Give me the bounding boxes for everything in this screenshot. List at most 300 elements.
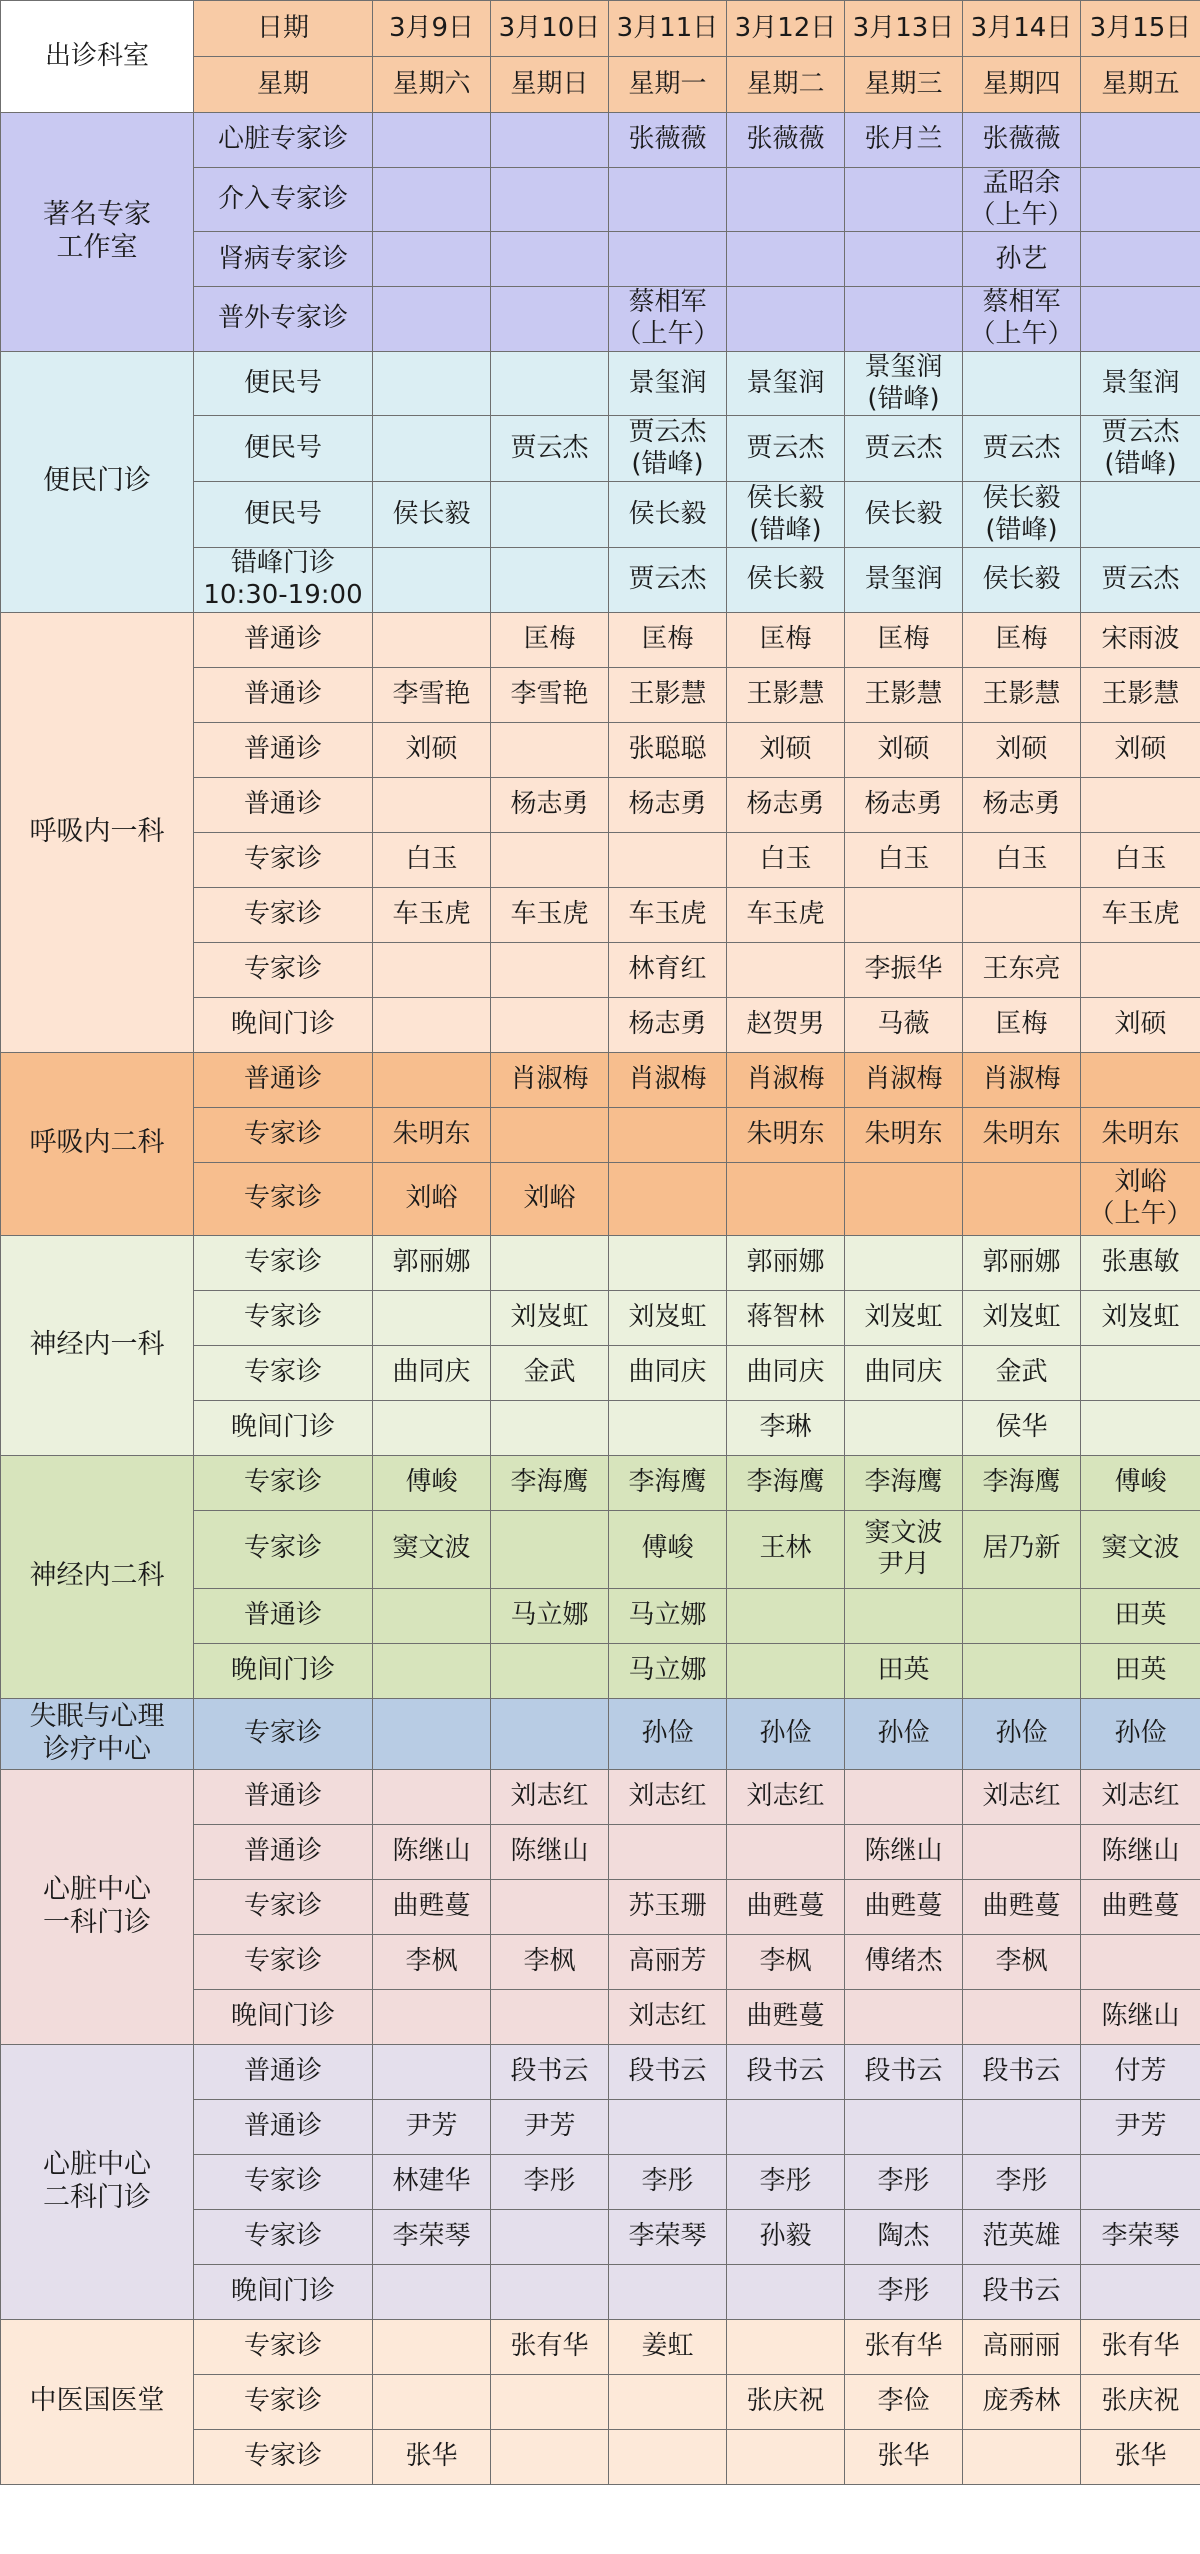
doctor-cell: 匡梅	[963, 612, 1081, 667]
clinic-type-cell: 普通诊	[194, 2099, 373, 2154]
doctor-cell	[1081, 1400, 1200, 1455]
clinic-type-cell: 专家诊	[194, 1698, 373, 1769]
table-row	[1, 612, 1200, 667]
schedule-body	[1, 113, 1200, 2485]
doctor-cell	[1081, 287, 1200, 351]
doctor-cell: 王影慧	[1081, 667, 1200, 722]
doctor-cell: 陈继山	[1081, 1824, 1200, 1879]
doctor-cell: 侯长毅 (错峰)	[727, 482, 845, 548]
doctor-cell: 孙俭	[727, 1698, 845, 1769]
doctor-cell: 马立娜	[609, 1643, 727, 1698]
weekday-cell: 星期一	[609, 57, 727, 113]
doctor-cell: 张月兰	[845, 113, 963, 168]
doctor-cell	[727, 232, 845, 287]
doctor-cell	[491, 1698, 609, 1769]
doctor-cell	[373, 548, 491, 612]
table-row	[1, 1235, 1200, 1290]
doctor-cell: 朱明东	[845, 1107, 963, 1162]
department-cell: 神经内一科	[1, 1235, 194, 1455]
doctor-cell: 马薇	[845, 997, 963, 1052]
table-row	[1, 1698, 1200, 1769]
doctor-cell: 赵贺男	[727, 997, 845, 1052]
doctor-cell	[491, 1235, 609, 1290]
department-cell: 便民门诊	[1, 351, 194, 612]
clinic-type-cell: 介入专家诊	[194, 168, 373, 232]
doctor-cell	[1081, 232, 1200, 287]
clinic-type-cell: 专家诊	[194, 887, 373, 942]
doctor-cell: 刘硕	[727, 722, 845, 777]
doctor-cell: 苏玉珊	[609, 1879, 727, 1934]
doctor-cell: 曲同庆	[373, 1345, 491, 1400]
doctor-cell: 车玉虎	[609, 887, 727, 942]
doctor-cell	[491, 1510, 609, 1588]
doctor-cell	[491, 1643, 609, 1698]
doctor-cell: 张华	[845, 2429, 963, 2484]
doctor-cell	[727, 1162, 845, 1235]
doctor-cell: 白玉	[373, 832, 491, 887]
doctor-cell: 孙俭	[845, 1698, 963, 1769]
doctor-cell	[373, 942, 491, 997]
clinic-type-cell: 普通诊	[194, 722, 373, 777]
doctor-cell: 张华	[1081, 2429, 1200, 2484]
doctor-cell	[845, 287, 963, 351]
date-cell: 3月15日	[1081, 1, 1200, 57]
weekday-cell: 星期四	[963, 57, 1081, 113]
clinic-type-cell: 专家诊	[194, 1235, 373, 1290]
doctor-cell	[373, 1588, 491, 1643]
doctor-cell: 张聪聪	[609, 722, 727, 777]
doctor-cell: 李枫	[963, 1934, 1081, 1989]
doctor-cell: 曲甦蔓	[727, 1989, 845, 2044]
doctor-cell: 曲同庆	[609, 1345, 727, 1400]
doctor-cell: 刘岌虹	[963, 1290, 1081, 1345]
doctor-cell: 郭丽娜	[727, 1235, 845, 1290]
doctor-cell	[1081, 777, 1200, 832]
doctor-cell: 蔡相军 （上午）	[609, 287, 727, 351]
doctor-cell: 尹芳	[1081, 2099, 1200, 2154]
doctor-cell: 匡梅	[491, 612, 609, 667]
doctor-cell	[609, 1162, 727, 1235]
doctor-cell: 杨志勇	[845, 777, 963, 832]
doctor-cell	[963, 1824, 1081, 1879]
doctor-cell: 王影慧	[727, 667, 845, 722]
doctor-cell: 张有华	[845, 2319, 963, 2374]
doctor-cell	[727, 1643, 845, 1698]
doctor-cell	[727, 168, 845, 232]
doctor-cell: 林建华	[373, 2154, 491, 2209]
doctor-cell: 居乃新	[963, 1510, 1081, 1588]
doctor-cell	[373, 612, 491, 667]
doctor-cell	[1081, 168, 1200, 232]
clinic-type-cell: 专家诊	[194, 1934, 373, 1989]
doctor-cell: 车玉虎	[373, 887, 491, 942]
doctor-cell	[491, 832, 609, 887]
table-row	[1, 1052, 1200, 1107]
doctor-cell	[963, 1588, 1081, 1643]
table-row	[1, 1769, 1200, 1824]
doctor-cell: 陈继山	[491, 1824, 609, 1879]
doctor-cell: 段书云	[491, 2044, 609, 2099]
doctor-cell: 郭丽娜	[373, 1235, 491, 1290]
doctor-cell: 刘峪 （上午）	[1081, 1162, 1200, 1235]
doctor-cell: 尹芳	[491, 2099, 609, 2154]
doctor-cell: 贾云杰	[727, 416, 845, 482]
doctor-cell	[373, 1052, 491, 1107]
doctor-cell: 刘硕	[1081, 722, 1200, 777]
doctor-cell: 匡梅	[727, 612, 845, 667]
doctor-cell: 蔡相军 （上午）	[963, 287, 1081, 351]
doctor-cell: 孙艺	[963, 232, 1081, 287]
doctor-cell: 段书云	[845, 2044, 963, 2099]
date-cell: 3月11日	[609, 1, 727, 57]
clinic-type-cell: 晚间门诊	[194, 1989, 373, 2044]
doctor-cell: 孟昭余 （上午）	[963, 168, 1081, 232]
clinic-type-cell: 专家诊	[194, 2374, 373, 2429]
clinic-type-cell: 晚间门诊	[194, 1643, 373, 1698]
doctor-cell: 刘志红	[609, 1989, 727, 2044]
doctor-cell	[373, 1698, 491, 1769]
weekday-cell: 星期三	[845, 57, 963, 113]
doctor-cell: 贾云杰	[491, 416, 609, 482]
doctor-cell: 张薇薇	[727, 113, 845, 168]
doctor-cell	[491, 548, 609, 612]
doctor-cell: 刘志红	[1081, 1769, 1200, 1824]
doctor-cell	[963, 1643, 1081, 1698]
doctor-cell: 张庆祝	[727, 2374, 845, 2429]
doctor-cell	[609, 1107, 727, 1162]
doctor-cell	[491, 482, 609, 548]
doctor-cell	[1081, 482, 1200, 548]
doctor-cell	[1081, 1052, 1200, 1107]
doctor-cell	[373, 1643, 491, 1698]
doctor-cell: 张华	[373, 2429, 491, 2484]
doctor-cell: 李彤	[491, 2154, 609, 2209]
clinic-type-cell: 心脏专家诊	[194, 113, 373, 168]
doctor-cell	[845, 1400, 963, 1455]
doctor-cell	[609, 2429, 727, 2484]
doctor-cell: 李振华	[845, 942, 963, 997]
clinic-type-cell: 普通诊	[194, 2044, 373, 2099]
doctor-cell: 田英	[1081, 1643, 1200, 1698]
clinic-type-cell: 专家诊	[194, 2319, 373, 2374]
doctor-cell: 郭丽娜	[963, 1235, 1081, 1290]
doctor-cell	[727, 2264, 845, 2319]
doctor-cell	[373, 168, 491, 232]
doctor-cell: 段书云	[727, 2044, 845, 2099]
clinic-type-cell: 专家诊	[194, 1879, 373, 1934]
doctor-cell: 高丽丽	[963, 2319, 1081, 2374]
doctor-cell	[727, 287, 845, 351]
doctor-cell	[963, 351, 1081, 415]
clinic-type-cell: 普通诊	[194, 1824, 373, 1879]
clinic-type-cell: 普外专家诊	[194, 287, 373, 351]
doctor-cell: 贾云杰	[1081, 548, 1200, 612]
doctor-cell: 蒋智林	[727, 1290, 845, 1345]
doctor-cell	[727, 2319, 845, 2374]
doctor-cell	[845, 1162, 963, 1235]
doctor-cell	[845, 887, 963, 942]
doctor-cell: 曲甦蔓	[727, 1879, 845, 1934]
doctor-cell: 景玺润 (错峰)	[845, 351, 963, 415]
doctor-cell	[845, 168, 963, 232]
doctor-cell	[845, 1989, 963, 2044]
clinic-type-cell: 普通诊	[194, 1588, 373, 1643]
doctor-cell	[609, 1235, 727, 1290]
doctor-cell: 张薇薇	[609, 113, 727, 168]
doctor-cell: 张庆祝	[1081, 2374, 1200, 2429]
doctor-cell: 侯长毅	[845, 482, 963, 548]
doctor-cell: 侯长毅	[963, 548, 1081, 612]
doctor-cell: 刘岌虹	[845, 1290, 963, 1345]
doctor-cell	[845, 232, 963, 287]
doctor-cell: 李荣琴	[609, 2209, 727, 2264]
doctor-cell: 王影慧	[963, 667, 1081, 722]
clinic-type-cell: 晚间门诊	[194, 1400, 373, 1455]
doctor-cell	[373, 997, 491, 1052]
doctor-cell	[1081, 2264, 1200, 2319]
doctor-cell: 侯长毅	[727, 548, 845, 612]
doctor-cell: 李俭	[845, 2374, 963, 2429]
doctor-cell: 杨志勇	[963, 777, 1081, 832]
doctor-cell: 李雪艳	[491, 667, 609, 722]
doctor-cell: 刘硕	[373, 722, 491, 777]
clinic-type-cell: 专家诊	[194, 1510, 373, 1588]
doctor-cell: 马立娜	[609, 1588, 727, 1643]
doctor-cell: 肖淑梅	[963, 1052, 1081, 1107]
doctor-cell	[373, 1290, 491, 1345]
doctor-cell	[491, 1400, 609, 1455]
doctor-cell: 傅峻	[373, 1455, 491, 1510]
doctor-cell: 景玺润	[1081, 351, 1200, 415]
doctor-cell	[1081, 113, 1200, 168]
doctor-cell	[373, 2374, 491, 2429]
table-row	[1, 2319, 1200, 2374]
department-cell: 心脏中心 一科门诊	[1, 1769, 194, 2044]
department-cell: 著名专家 工作室	[1, 113, 194, 352]
doctor-cell	[491, 2374, 609, 2429]
doctor-cell: 曲同庆	[845, 1345, 963, 1400]
doctor-cell: 金武	[963, 1345, 1081, 1400]
doctor-cell: 林育红	[609, 942, 727, 997]
doctor-cell	[609, 232, 727, 287]
doctor-cell: 侯长毅	[373, 482, 491, 548]
doctor-cell: 田英	[1081, 1588, 1200, 1643]
doctor-cell	[1081, 942, 1200, 997]
doctor-cell	[491, 351, 609, 415]
doctor-cell: 陈继山	[373, 1824, 491, 1879]
clinic-type-cell: 普通诊	[194, 667, 373, 722]
doctor-cell	[491, 1989, 609, 2044]
doctor-cell: 匡梅	[845, 612, 963, 667]
weekday-cell: 星期二	[727, 57, 845, 113]
doctor-cell	[609, 832, 727, 887]
clinic-type-cell: 专家诊	[194, 832, 373, 887]
doctor-cell	[609, 168, 727, 232]
doctor-cell: 付芳	[1081, 2044, 1200, 2099]
doctor-cell: 段书云	[963, 2264, 1081, 2319]
doctor-cell: 白玉	[963, 832, 1081, 887]
doctor-cell: 白玉	[727, 832, 845, 887]
clinic-type-cell: 专家诊	[194, 1455, 373, 1510]
doctor-cell: 侯华	[963, 1400, 1081, 1455]
doctor-cell	[491, 1879, 609, 1934]
doctor-cell: 李枫	[491, 1934, 609, 1989]
doctor-cell: 刘志红	[609, 1769, 727, 1824]
doctor-cell	[963, 887, 1081, 942]
clinic-type-cell: 普通诊	[194, 777, 373, 832]
doctor-cell: 段书云	[963, 2044, 1081, 2099]
doctor-cell: 傅峻	[609, 1510, 727, 1588]
doctor-cell: 杨志勇	[491, 777, 609, 832]
doctor-cell: 窦文波	[373, 1510, 491, 1588]
doctor-cell	[845, 1235, 963, 1290]
date-cell: 3月10日	[491, 1, 609, 57]
doctor-cell: 刘峪	[491, 1162, 609, 1235]
doctor-cell: 陈继山	[1081, 1989, 1200, 2044]
clinic-type-cell: 专家诊	[194, 2154, 373, 2209]
doctor-cell	[845, 1769, 963, 1824]
clinic-type-cell: 专家诊	[194, 1345, 373, 1400]
doctor-cell: 刘硕	[845, 722, 963, 777]
doctor-cell	[727, 942, 845, 997]
doctor-cell: 王影慧	[609, 667, 727, 722]
doctor-cell: 尹芳	[373, 2099, 491, 2154]
clinic-type-cell: 专家诊	[194, 1107, 373, 1162]
date-cell: 3月9日	[373, 1, 491, 57]
doctor-cell: 车玉虎	[491, 887, 609, 942]
doctor-cell: 刘硕	[963, 722, 1081, 777]
doctor-cell	[491, 942, 609, 997]
doctor-cell: 曲甦蔓	[845, 1879, 963, 1934]
doctor-cell	[609, 1400, 727, 1455]
clinic-type-cell: 专家诊	[194, 2209, 373, 2264]
clinic-type-cell: 专家诊	[194, 2429, 373, 2484]
doctor-cell: 陶杰	[845, 2209, 963, 2264]
doctor-cell	[491, 287, 609, 351]
doctor-cell: 车玉虎	[1081, 887, 1200, 942]
clinic-type-cell: 错峰门诊 10:30-19:00	[194, 548, 373, 612]
doctor-cell	[373, 351, 491, 415]
doctor-cell: 肖淑梅	[727, 1052, 845, 1107]
doctor-cell: 李荣琴	[1081, 2209, 1200, 2264]
clinic-type-cell: 晚间门诊	[194, 997, 373, 1052]
date-cell: 3月13日	[845, 1, 963, 57]
doctor-cell	[373, 1769, 491, 1824]
doctor-cell: 景玺润	[727, 351, 845, 415]
doctor-cell	[727, 2429, 845, 2484]
doctor-cell	[845, 1588, 963, 1643]
doctor-cell: 侯长毅 (错峰)	[963, 482, 1081, 548]
doctor-cell: 刘硕	[1081, 997, 1200, 1052]
doctor-cell	[373, 287, 491, 351]
doctor-cell: 孙毅	[727, 2209, 845, 2264]
doctor-cell: 孙俭	[609, 1698, 727, 1769]
doctor-cell: 张薇薇	[963, 113, 1081, 168]
weekday-cell: 星期日	[491, 57, 609, 113]
doctor-cell: 贾云杰	[609, 548, 727, 612]
doctor-cell: 刘岌虹	[491, 1290, 609, 1345]
clinic-type-cell: 便民号	[194, 351, 373, 415]
doctor-cell: 李彤	[609, 2154, 727, 2209]
doctor-cell: 刘志红	[491, 1769, 609, 1824]
doctor-cell	[727, 1588, 845, 1643]
doctor-cell: 匡梅	[609, 612, 727, 667]
doctor-cell	[373, 416, 491, 482]
doctor-cell: 傅峻	[1081, 1455, 1200, 1510]
doctor-cell: 张惠敏	[1081, 1235, 1200, 1290]
doctor-cell	[491, 2209, 609, 2264]
doctor-cell: 李荣琴	[373, 2209, 491, 2264]
doctor-cell: 李海鹰	[609, 1455, 727, 1510]
doctor-cell: 白玉	[1081, 832, 1200, 887]
doctor-cell	[727, 1824, 845, 1879]
doctor-cell: 李海鹰	[963, 1455, 1081, 1510]
doctor-cell: 曲甦蔓	[373, 1879, 491, 1934]
doctor-cell: 李彤	[845, 2264, 963, 2319]
department-cell: 呼吸内一科	[1, 612, 194, 1052]
doctor-cell: 金武	[491, 1345, 609, 1400]
doctor-cell: 李彤	[963, 2154, 1081, 2209]
clinic-type-cell: 专家诊	[194, 1290, 373, 1345]
table-row	[1, 2044, 1200, 2099]
doctor-cell: 李彤	[845, 2154, 963, 2209]
doctor-cell: 张有华	[491, 2319, 609, 2374]
doctor-cell: 李枫	[727, 1934, 845, 1989]
doctor-cell: 窦文波	[1081, 1510, 1200, 1588]
doctor-cell	[491, 2429, 609, 2484]
doctor-cell	[609, 2264, 727, 2319]
clinic-type-cell: 晚间门诊	[194, 2264, 373, 2319]
doctor-cell: 朱明东	[1081, 1107, 1200, 1162]
weekday-cell: 星期五	[1081, 57, 1200, 113]
doctor-cell: 陈继山	[845, 1824, 963, 1879]
table-row	[1, 113, 1200, 168]
date-cell: 3月12日	[727, 1, 845, 57]
doctor-cell	[373, 777, 491, 832]
doctor-cell	[491, 232, 609, 287]
doctor-cell: 傅绪杰	[845, 1934, 963, 1989]
doctor-cell: 朱明东	[373, 1107, 491, 1162]
date-cell: 3月14日	[963, 1, 1081, 57]
doctor-cell: 刘志红	[963, 1769, 1081, 1824]
clinic-type-cell: 普通诊	[194, 1052, 373, 1107]
doctor-cell: 马立娜	[491, 1588, 609, 1643]
doctor-cell: 窦文波 尹月	[845, 1510, 963, 1588]
doctor-cell: 曲甦蔓	[1081, 1879, 1200, 1934]
doctor-cell	[373, 2044, 491, 2099]
doctor-cell: 景玺润	[609, 351, 727, 415]
doctor-cell: 李海鹰	[491, 1455, 609, 1510]
doctor-cell	[491, 168, 609, 232]
header-date-row	[1, 1, 1200, 57]
doctor-cell: 李彤	[727, 2154, 845, 2209]
doctor-cell: 曲同庆	[727, 1345, 845, 1400]
doctor-cell: 白玉	[845, 832, 963, 887]
doctor-cell	[373, 1989, 491, 2044]
doctor-cell: 张有华	[1081, 2319, 1200, 2374]
doctor-cell: 王东亮	[963, 942, 1081, 997]
doctor-cell: 贾云杰 (错峰)	[609, 416, 727, 482]
doctor-cell: 田英	[845, 1643, 963, 1698]
doctor-cell: 贾云杰 (错峰)	[1081, 416, 1200, 482]
clinic-type-cell: 便民号	[194, 482, 373, 548]
department-header-cell: 出诊科室	[1, 1, 194, 113]
doctor-cell: 孙俭	[963, 1698, 1081, 1769]
doctor-cell: 贾云杰	[963, 416, 1081, 482]
doctor-cell	[727, 2099, 845, 2154]
doctor-cell	[491, 722, 609, 777]
department-cell: 呼吸内二科	[1, 1052, 194, 1235]
